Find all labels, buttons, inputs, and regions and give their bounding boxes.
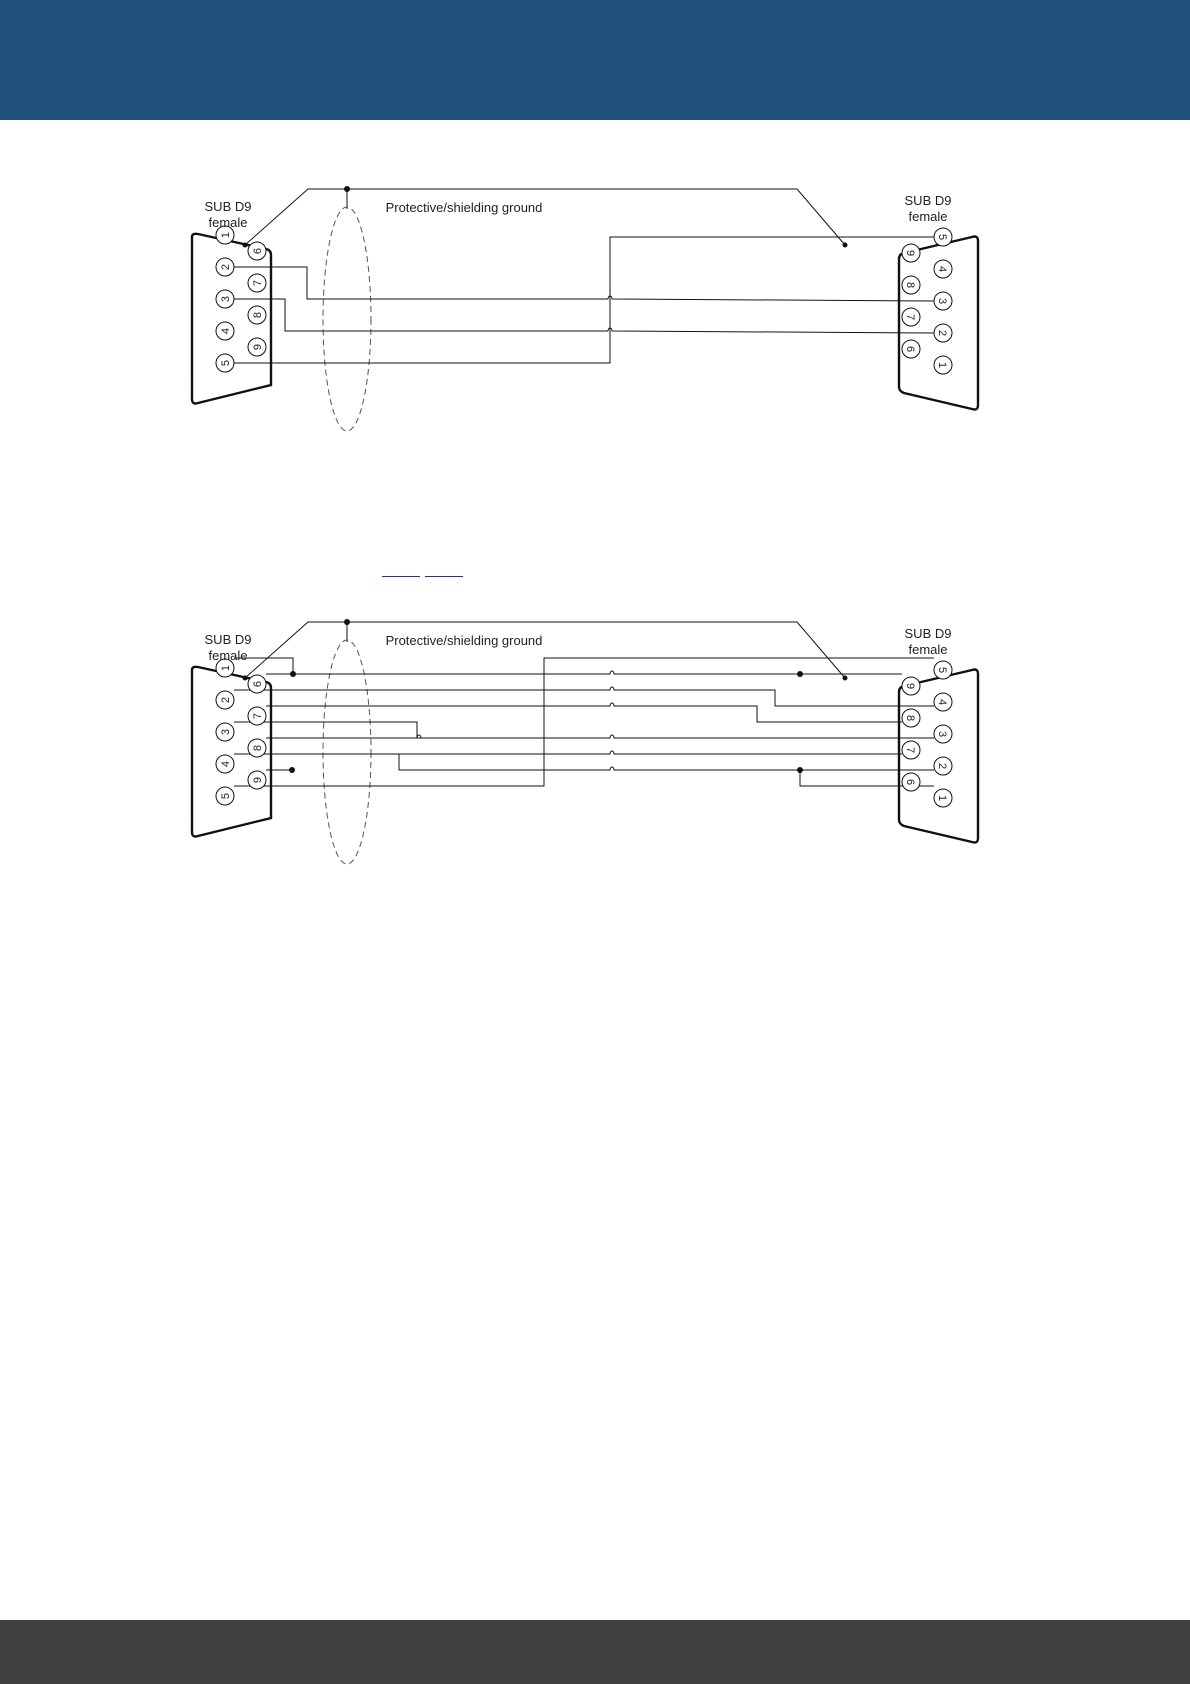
left-pin-label-2: 2 xyxy=(220,263,232,271)
wire-7 xyxy=(234,754,934,770)
right-pin-label-3: 3 xyxy=(936,730,948,738)
right-pin-label-7: 7 xyxy=(904,746,916,754)
wire-2 xyxy=(234,299,934,333)
left-pin-label-7: 7 xyxy=(252,712,264,720)
header-band xyxy=(0,0,1190,120)
right-shell-dot xyxy=(843,243,848,248)
right-pin-label-2: 2 xyxy=(936,329,948,337)
wire-junction-dot-1 xyxy=(290,671,296,677)
left-pin-label-6: 6 xyxy=(252,680,264,688)
right-pin-label-8: 8 xyxy=(904,714,916,722)
right-pin-label-4: 4 xyxy=(936,265,948,273)
right-pin-label-1: 1 xyxy=(936,361,948,369)
right-pin-label-6: 6 xyxy=(904,345,916,353)
left-connector-type-label: SUB D9 xyxy=(204,199,252,214)
cross-reference-link-2[interactable] xyxy=(425,576,463,577)
right-pin-label-3: 3 xyxy=(936,297,948,305)
left-pin-label-9: 9 xyxy=(252,343,264,351)
left-connector-type-label: SUB D9 xyxy=(204,632,252,647)
right-pin-label-1: 1 xyxy=(936,794,948,802)
right-pin-label-7: 7 xyxy=(904,313,916,321)
left-pin-label-3: 3 xyxy=(220,295,232,303)
wire-junction-dot-4 xyxy=(797,767,803,773)
right-connector-gender-label: female xyxy=(908,642,948,657)
right-pin-label-2: 2 xyxy=(936,762,948,770)
cable-diagram-2 xyxy=(190,628,980,908)
left-pin-label-8: 8 xyxy=(252,744,264,752)
left-pin-label-2: 2 xyxy=(220,696,232,704)
left-connector-gender-label: female xyxy=(208,215,248,230)
left-pin-label-6: 6 xyxy=(252,247,264,255)
wire-3 xyxy=(234,687,934,706)
cross-reference-links xyxy=(382,576,466,578)
right-pin-label-8: 8 xyxy=(904,281,916,289)
right-pin-label-9: 9 xyxy=(904,249,916,257)
right-shell-dot xyxy=(843,676,848,681)
shield-label: Protective/shielding ground xyxy=(385,200,543,215)
wire-10 xyxy=(266,751,902,754)
left-pin-label-5: 5 xyxy=(220,792,232,800)
right-pin-label-6: 6 xyxy=(904,778,916,786)
left-pin-label-5: 5 xyxy=(220,359,232,367)
right-pin-label-5: 5 xyxy=(936,233,948,241)
shield-ellipse xyxy=(323,207,371,431)
left-pin-label-1: 1 xyxy=(220,664,232,672)
left-pin-label-8: 8 xyxy=(252,311,264,319)
wire-5 xyxy=(234,722,934,738)
wire-1 xyxy=(234,267,934,301)
cross-reference-link-1[interactable] xyxy=(382,576,420,577)
cable-diagram-1 xyxy=(190,195,980,475)
shield-label: Protective/shielding ground xyxy=(385,633,543,648)
right-pin-label-9: 9 xyxy=(904,682,916,690)
wire-junction-dot-3 xyxy=(797,671,803,677)
left-pin-label-3: 3 xyxy=(220,728,232,736)
wire-junction-dot-2 xyxy=(289,767,295,773)
right-connector-type-label: SUB D9 xyxy=(904,193,952,208)
left-pin-label-1: 1 xyxy=(220,231,232,239)
ground-bus-line xyxy=(245,622,845,678)
footer-band xyxy=(0,1620,1190,1684)
left-pin-label-4: 4 xyxy=(220,327,232,335)
right-pin-label-4: 4 xyxy=(936,698,948,706)
right-connector-type-label: SUB D9 xyxy=(904,626,952,641)
left-pin-label-4: 4 xyxy=(220,760,232,768)
right-connector-gender-label: female xyxy=(908,209,948,224)
left-pin-label-9: 9 xyxy=(252,776,264,784)
left-connector-gender-label: female xyxy=(208,648,248,663)
right-pin-label-5: 5 xyxy=(936,666,948,674)
left-pin-label-7: 7 xyxy=(252,279,264,287)
